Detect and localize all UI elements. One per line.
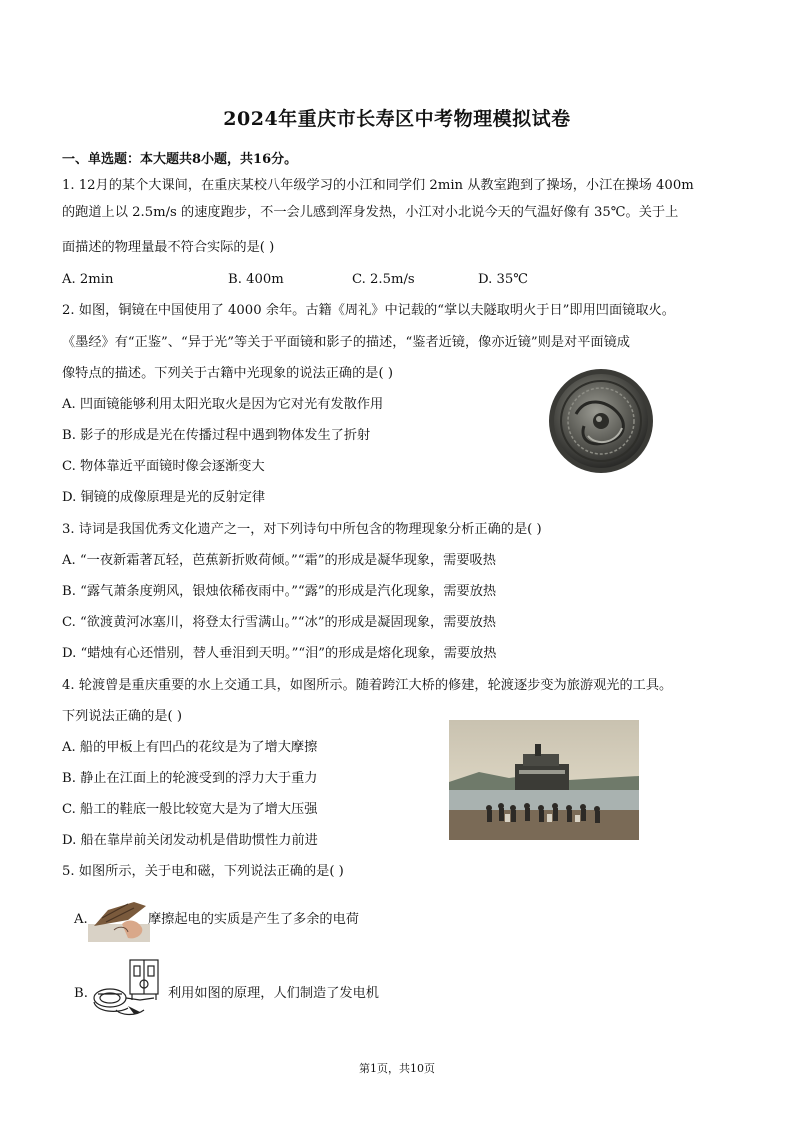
- q2-line-1: 2. 如图，铜镜在中国使用了 4000 余年。古籍《周礼》中记载的“掌以夫隧取明火于日”即用凹面镜取火。: [62, 303, 675, 318]
- page-footer: 第1页，共10页: [359, 1062, 435, 1075]
- q3-option-c: C. “欲渡黄河冰塞川，将登太行雪满山。”“冰”的形成是凝固现象，需要放热: [62, 615, 496, 630]
- q5-option-a-label: A.: [74, 912, 88, 927]
- q4-option-c: C. 船工的鞋底一般比较宽大是为了增大压强: [62, 802, 318, 817]
- q2-line-3: 像特点的描述。下列关于古籍中光现象的说法正确的是( ): [62, 366, 393, 381]
- q1-option-d: D. 35℃: [478, 272, 529, 287]
- section-heading: 一、单选题：本大题共8小题，共16分。: [62, 152, 298, 167]
- q1-option-c: C. 2.5m/s: [352, 272, 415, 287]
- q4-line-2: 下列说法正确的是( ): [62, 709, 182, 724]
- q1-line-2: 的跑道上以 2.5m/s 的速度跑步，不一会儿感到浑身发热，小江对小北说今天的气温好像有 35℃。关于上: [62, 205, 679, 220]
- q3-option-b: B. “露气萧条度朔风，银烛依稀夜雨中。”“露”的形成是汽化现象，需要放热: [62, 584, 497, 599]
- q1-line-1: 1. 12月的某个大课间，在重庆某校八年级学习的小江和同学们 2min 从教室跑到了操场，小江在操场 400m: [62, 178, 694, 193]
- q1-line-3: 面描述的物理量最不符合实际的是( ): [62, 240, 275, 255]
- q4-option-d: D. 船在靠岸前关闭发动机是借助惯性力前进: [62, 833, 318, 848]
- q5-line-1: 5. 如图所示，关于电和磁，下列说法正确的是( ): [62, 864, 344, 879]
- q4-line-1: 4. 轮渡曾是重庆重要的水上交通工具，如图所示。随着跨江大桥的修建，轮渡逐步变为旅游观光的工具。: [62, 678, 673, 693]
- q5-option-a-text: 摩擦起电的实质是产生了多余的电荷: [148, 912, 359, 927]
- q3-option-a: A. “一夜新霜著瓦轻，芭蕉新折败荷倾。”“霜”的形成是凝华现象，需要吸热: [62, 553, 496, 568]
- q2-option-c: C. 物体靠近平面镜时像会逐渐变大: [62, 459, 265, 474]
- q4-option-b: B. 静止在江面上的轮渡受到的浮力大于重力: [62, 771, 318, 786]
- electromagnetic-apparatus-image: [88, 958, 168, 1020]
- bronze-mirror-image: [546, 366, 656, 476]
- friction-charging-image: [88, 896, 150, 942]
- q5-option-b-text: 利用如图的原理，人们制造了发电机: [168, 986, 379, 1001]
- q5-option-b-label: B.: [74, 986, 88, 1001]
- q3-option-d: D. “蜡烛有心还惜别，替人垂泪到天明。”“泪”的形成是熔化现象，需要放热: [62, 646, 497, 661]
- q1-option-b: B. 400m: [228, 272, 284, 287]
- q2-option-b: B. 影子的形成是光在传播过程中遇到物体发生了折射: [62, 428, 371, 443]
- page-title: 2024年重庆市长寿区中考物理模拟试卷: [223, 108, 571, 130]
- q4-option-a: A. 船的甲板上有凹凸的花纹是为了增大摩擦: [62, 740, 318, 755]
- q3-line-1: 3. 诗词是我国优秀文化遗产之一，对下列诗句中所包含的物理现象分析正确的是( ): [62, 522, 542, 537]
- ferry-photo: [449, 720, 639, 840]
- q2-line-2: 《墨经》有“正鉴”、“异于光”等关于平面镜和影子的描述，“鉴者近镜，像亦近镜”则是对平面镜成: [62, 335, 630, 350]
- q2-option-a: A. 凹面镜能够利用太阳光取火是因为它对光有发散作用: [62, 397, 384, 412]
- q2-option-d: D. 铜镜的成像原理是光的反射定律: [62, 490, 266, 505]
- q1-option-a: A. 2min: [62, 272, 114, 287]
